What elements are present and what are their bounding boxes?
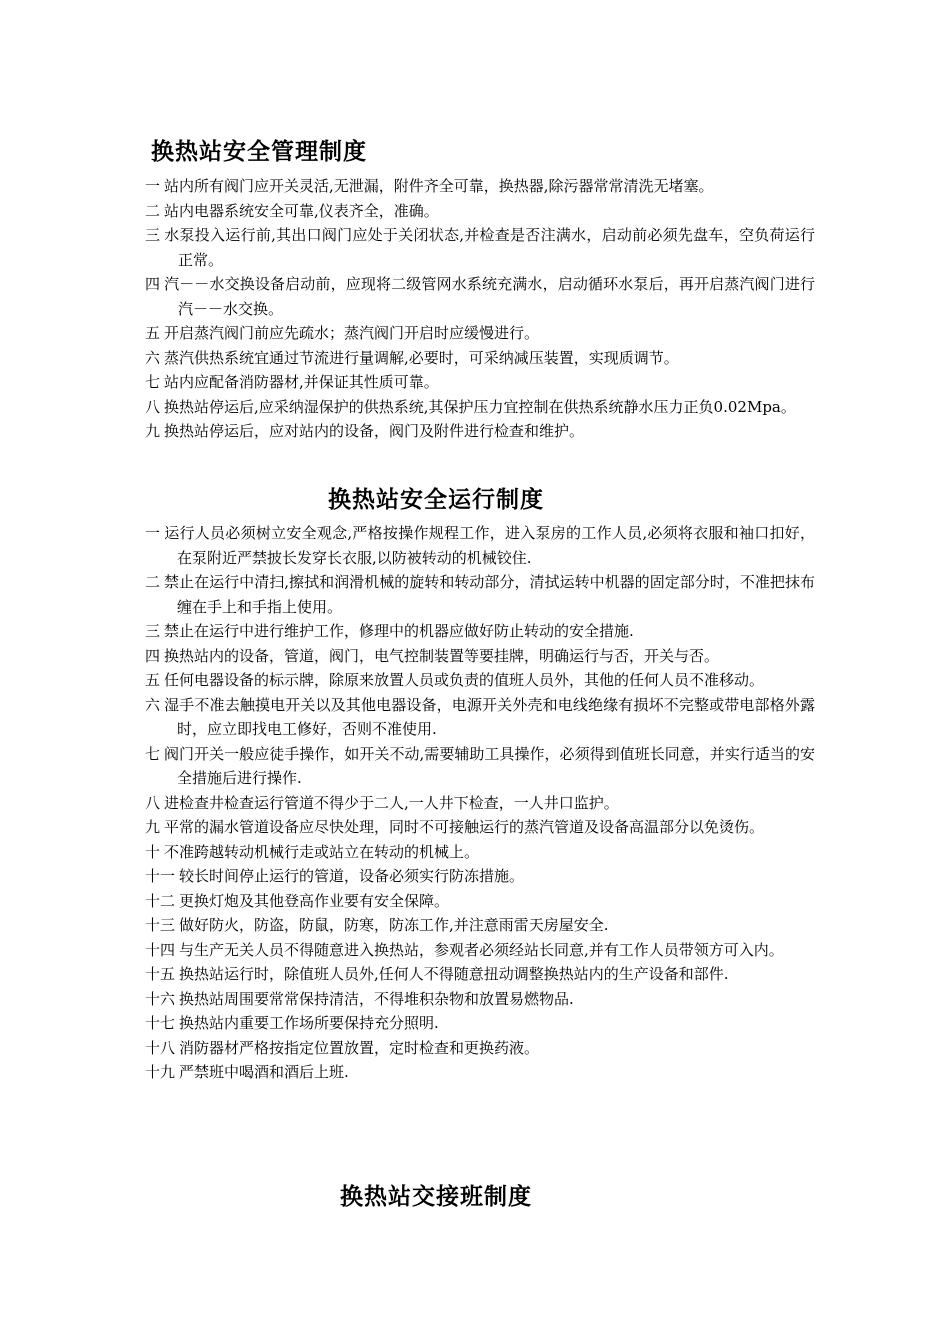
- section-title-safety-management: 换热站安全管理制度: [151, 138, 367, 165]
- rule-text: 换热站运行时，除值班人员外,任何人不得随意扭动调整换热站内的生产设备和部件.: [179, 965, 729, 983]
- rule-item: [145, 938, 815, 963]
- rule-item: [145, 644, 815, 669]
- rule-item: [145, 174, 815, 199]
- rule-number: 十七: [145, 1014, 176, 1032]
- section-title-shift-handover: 换热站交接班制度: [340, 1183, 532, 1210]
- rule-text: 湿手不准去触摸电开关以及其他电器设备，电源开关外壳和电线绝缘有损坏不完整或带电部格外露时，应立即找电工修好，否则不准使用.: [164, 695, 815, 738]
- rule-number: 十八: [145, 1038, 176, 1057]
- rule-number: 十四: [145, 940, 176, 959]
- rule-item: [145, 815, 815, 840]
- rule-text: 换热站内的设备，管道，阀门，电气控制装置等要挂牌，明确运行与否，开关与否。: [164, 646, 720, 665]
- rule-item: [145, 370, 815, 395]
- rule-item: [145, 889, 815, 914]
- rule-number: 一: [145, 177, 161, 195]
- rule-number: 十一: [145, 867, 176, 885]
- rule-number: 三: [145, 622, 161, 640]
- rule-item: [145, 791, 815, 816]
- rule-item: [145, 223, 815, 272]
- rule-text: 不准跨越转动机械行走或站立在转动的机械上。: [164, 842, 480, 861]
- rule-number: 二: [145, 573, 161, 591]
- rule-item: [145, 693, 815, 742]
- rule-item: [145, 199, 815, 224]
- rule-item: [145, 619, 815, 644]
- rule-number: 四: [145, 275, 161, 293]
- rule-item: [145, 913, 815, 938]
- rule-item: [145, 987, 815, 1012]
- rule-item: [145, 1011, 815, 1036]
- rule-number: 四: [145, 646, 161, 665]
- rule-number: 三: [145, 226, 161, 244]
- rule-number: 八: [145, 397, 161, 416]
- rule-number: 八: [145, 793, 161, 812]
- rule-text: 禁止在运行中进行维护工作，修理中的机器应做好防止转动的安全措施.: [164, 622, 634, 640]
- rule-number: 九: [145, 422, 161, 440]
- rule-item: [145, 521, 815, 570]
- rule-item: [145, 419, 815, 444]
- rule-text: 换热站停运后,应采纳湿保护的供热系统,其保护压力宜控制在供热系统静水压力正负0.02Mpa。: [164, 397, 796, 416]
- rule-text: 禁止在运行中清扫,擦拭和润滑机械的旋转和转动部分，清拭运转中机器的固定部分时，不准把抹布缠在手上和手指上使用。: [164, 573, 815, 616]
- rules-list-safe-operation: [145, 521, 815, 1085]
- rule-text: 换热站内重要工作场所要保持充分照明.: [179, 1014, 439, 1032]
- rule-text: 站内电器系统安全可靠,仪表齐全，准确。: [164, 201, 439, 220]
- rule-item: [145, 962, 815, 987]
- section-title-safe-operation: 换热站安全运行制度: [328, 486, 544, 513]
- rule-number: 五: [145, 324, 161, 342]
- rule-number: 七: [145, 744, 161, 763]
- rule-number: 五: [145, 671, 161, 689]
- rule-text: 水泵投入运行前,其出口阀门应处于关闭状态,并检查是否注满水，启动前必须先盘车，空负荷运行正常。: [164, 226, 815, 269]
- rule-text: 换热站周围要常常保持清洁，不得堆积杂物和放置易燃物品.: [179, 989, 574, 1008]
- rule-item: [145, 346, 815, 371]
- rule-item: [145, 272, 815, 321]
- rule-item: [145, 1060, 815, 1085]
- rule-text: 换热站停运后，应对站内的设备，阀门及附件进行检查和维护。: [164, 422, 585, 440]
- rule-number: 一: [145, 524, 161, 542]
- rule-item: [145, 570, 815, 619]
- rule-text: 更换灯炮及其他登高作业要有安全保障。: [179, 891, 450, 910]
- rule-text: 站内应配备消防器材,并保证其性质可靠。: [164, 373, 439, 391]
- rule-number: 十五: [145, 965, 176, 983]
- rules-list-safety-management: [145, 174, 815, 444]
- rule-text: 蒸汽供热系统宜通过节流进行量调解,必要时，可采纳减压装置，实现质调节。: [164, 348, 679, 367]
- rule-number: 十二: [145, 891, 176, 910]
- rule-text: 进检查井检查运行管道不得少于二人,一人井下检查，一人井口监护。: [164, 793, 619, 812]
- rule-text: 消防器材严格按指定位置放置，定时检查和更换药液。: [179, 1038, 540, 1057]
- rule-text: 任何电器设备的标示牌，除原来放置人员或负责的值班人员外，其他的任何人员不准移动。: [164, 671, 765, 689]
- rule-text: 阀门开关一般应徒手操作，如开关不动,需要辅助工具操作，必须得到值班长同意，并实行适当的安全措施后进行操作.: [164, 744, 815, 787]
- rule-number: 二: [145, 201, 161, 220]
- rule-number: 六: [145, 695, 161, 714]
- rule-text: 严禁班中喝酒和酒后上班.: [179, 1063, 349, 1081]
- rule-item: [145, 840, 815, 865]
- rule-item: [145, 321, 815, 346]
- rule-text: 站内所有阀门应开关灵活,无泄漏，附件齐全可靠，换热器,除污器常常清洗无堵塞。: [164, 177, 714, 195]
- rule-item: [145, 668, 815, 693]
- rule-item: [145, 1036, 815, 1061]
- rule-text: 运行人员必须树立安全观念,严格按操作规程工作，进入泵房的工作人员,必须将衣服和袖口扣好，在泵附近严禁披长发穿长衣服,以防被转动的机械铰住.: [164, 524, 815, 567]
- rule-number: 十三: [145, 916, 176, 934]
- rule-number: 六: [145, 348, 161, 367]
- rule-number: 九: [145, 818, 161, 836]
- rule-text: 开启蒸汽阀门前应先疏水；蒸汽阀门开启时应缓慢进行。: [164, 324, 540, 342]
- rule-text: 较长时间停止运行的管道，设备必须实行防冻措施。: [179, 867, 525, 885]
- rule-item: [145, 395, 815, 420]
- rule-text: 与生产无关人员不得随意进入换热站，参观者必须经站长同意,并有工作人员带领方可入内。: [179, 940, 784, 959]
- rule-text: 做好防火，防盗，防鼠，防寒，防冻工作,并注意雨雷天房屋安全.: [179, 916, 609, 934]
- rule-number: 七: [145, 373, 161, 391]
- rule-text: 平常的漏水管道设备应尽快处理，同时不可接触运行的蒸汽管道及设备高温部分以免烫伤。: [164, 818, 765, 836]
- rule-item: [145, 742, 815, 791]
- rule-number: 十九: [145, 1063, 176, 1081]
- rule-number: 十六: [145, 989, 176, 1008]
- rule-item: [145, 864, 815, 889]
- rule-number: 十: [145, 842, 161, 861]
- rule-text: 汽－－水交换设备启动前，应现将二级管网水系统充满水，启动循环水泵后，再开启蒸汽阀门进行汽－－水交换。: [164, 275, 815, 318]
